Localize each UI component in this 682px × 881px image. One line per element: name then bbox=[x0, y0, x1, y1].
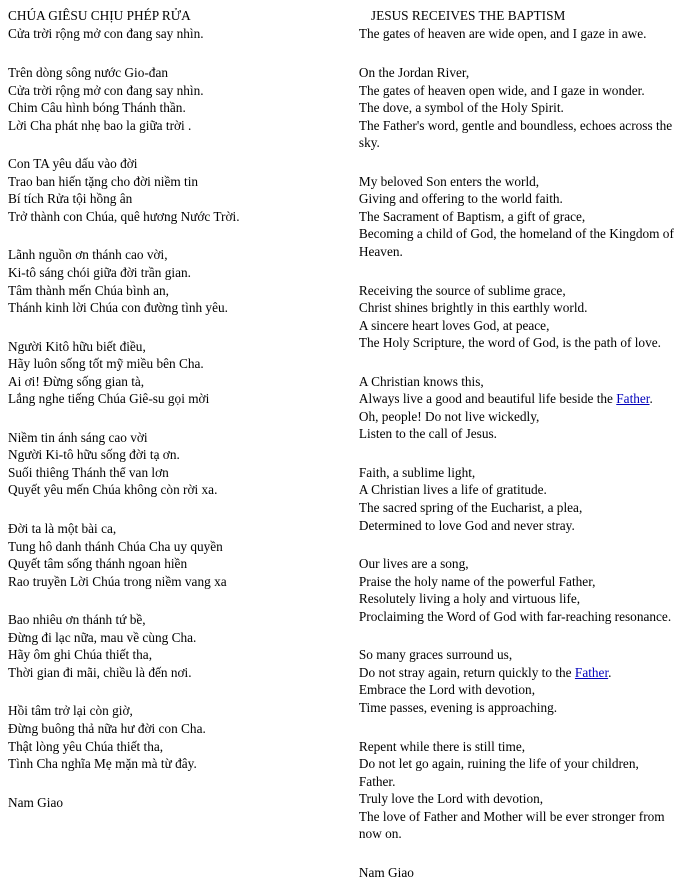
english-signature: Nam Giao bbox=[358, 864, 414, 880]
stanza bbox=[8, 25, 349, 43]
verse-line: Receiving the source of sublime grace, bbox=[358, 282, 566, 298]
verse-line: Cửa trời rộng mở con đang say nhìn. bbox=[8, 25, 204, 41]
english-title: JESUS RECEIVES THE BAPTISM bbox=[370, 8, 566, 23]
verse-line: Trở thành con Chúa, quê hương Nước Trời. bbox=[8, 208, 240, 224]
english-body bbox=[359, 25, 676, 843]
verse-line: Tình Cha nghĩa Mẹ mặn mà từ đây. bbox=[8, 756, 197, 772]
stanza bbox=[8, 338, 349, 408]
verse-line: The sacred spring of the Eucharist, a plea, bbox=[358, 500, 583, 516]
verse-line: Hãy ôm ghi Chúa thiết tha, bbox=[8, 647, 153, 663]
verse-line: Lãnh nguồn ơn thánh cao vời, bbox=[8, 247, 168, 263]
verse-line: Always live a good and beautiful life beside the Father. bbox=[358, 391, 653, 407]
verse-line: A Christian knows this, bbox=[358, 373, 484, 389]
verse-line: The Sacrament of Baptism, a gift of grace, bbox=[358, 208, 586, 224]
english-column bbox=[355, 7, 676, 881]
stanza bbox=[8, 520, 349, 590]
verse-line: Faith, a sublime light, bbox=[358, 464, 476, 480]
verse-line: Proclaiming the Word of God with far-reaching resonance. bbox=[358, 608, 672, 624]
verse-line: Oh, people! Do not live wickedly, bbox=[358, 408, 540, 424]
verse-line: The dove, a symbol of the Holy Spirit. bbox=[358, 100, 564, 116]
verse-line: Praise the holy name of the powerful Father, bbox=[358, 573, 596, 589]
verse-line: Embrace the Lord with devotion, bbox=[358, 682, 536, 698]
verse-line: Rao truyền Lời Chúa trong niềm vang xa bbox=[8, 573, 227, 589]
verse-line: Đời ta là một bài ca, bbox=[8, 521, 117, 537]
verse-line: Tung hô danh thánh Chúa Cha uy quyền bbox=[8, 538, 223, 554]
verse-line: Hãy luôn sống tốt mỹ miều bên Cha. bbox=[8, 356, 204, 372]
verse-line: Niềm tin ánh sáng cao vời bbox=[8, 429, 148, 445]
verse-line: Do not stray again, return quickly to the Father. bbox=[358, 664, 612, 680]
verse-line: Đừng buông thả nữa hư đời con Cha. bbox=[8, 720, 206, 736]
stanza bbox=[359, 64, 676, 152]
stanza bbox=[359, 25, 676, 43]
stanza bbox=[359, 373, 676, 443]
verse-line: Trên dòng sông nước Gio-đan bbox=[8, 65, 169, 81]
verse-line: A Christian lives a life of gratitude. bbox=[358, 482, 547, 498]
verse-line: Resolutely living a holy and virtuous life, bbox=[358, 591, 581, 607]
vietnamese-title: CHÚA GIÊSU CHỊU PHÉP RỬA bbox=[8, 8, 191, 23]
stanza bbox=[359, 173, 676, 261]
verse-line: Bí tích Rửa tội hồng ân bbox=[8, 191, 133, 207]
stanza bbox=[8, 246, 349, 316]
verse-line: Người Kitô hữu biết điều, bbox=[8, 338, 146, 354]
two-column-layout bbox=[6, 7, 676, 881]
verse-line: Determined to love God and never stray. bbox=[358, 517, 575, 533]
verse-line: Do not let go again, ruining the life of your children, Father. bbox=[358, 756, 643, 789]
verse-line: Truly love the Lord with devotion, bbox=[358, 791, 544, 807]
verse-line: Hồi tâm trở lại còn giờ, bbox=[8, 703, 133, 719]
stanza bbox=[359, 555, 676, 625]
verse-line: Đừng đi lạc nữa, mau về cùng Cha. bbox=[8, 629, 197, 645]
stanza bbox=[359, 464, 676, 534]
stanza bbox=[359, 282, 676, 352]
verse-line: A sincere heart loves God, at peace, bbox=[358, 317, 550, 333]
verse-line: So many graces surround us, bbox=[358, 647, 513, 663]
verse-line: Our lives are a song, bbox=[358, 556, 469, 572]
verse-line: The gates of heaven are wide open, and I gaze in awe. bbox=[358, 25, 647, 41]
verse-line: The gates of heaven open wide, and I gaze in wonder. bbox=[358, 82, 645, 98]
verse-line: My beloved Son enters the world, bbox=[358, 173, 540, 189]
father-link[interactable]: Father bbox=[574, 664, 609, 680]
verse-line: Christ shines brightly in this earthly world. bbox=[358, 300, 588, 316]
verse-line: Con TA yêu dấu vào đời bbox=[8, 156, 138, 172]
verse-line: The Holy Scripture, the word of God, is the path of love. bbox=[358, 335, 661, 351]
verse-line: Trao ban hiến tặng cho đời niềm tin bbox=[8, 173, 199, 189]
stanza bbox=[359, 646, 676, 716]
verse-line: Ki-tô sáng chói giữa đời trần gian. bbox=[8, 265, 191, 281]
stanza bbox=[8, 429, 349, 499]
verse-line: The Father's word, gentle and boundless, echoes across the sky. bbox=[358, 117, 676, 151]
verse-line: Thật lòng yêu Chúa thiết tha, bbox=[8, 738, 164, 754]
father-link[interactable]: Father bbox=[616, 391, 650, 407]
stanza bbox=[8, 702, 349, 772]
stanza bbox=[359, 738, 676, 843]
stanza bbox=[8, 155, 349, 225]
verse-line: Người Ki-tô hữu sống đời tạ ơn. bbox=[8, 447, 180, 463]
verse-line: Cửa trời rộng mở con đang say nhìn. bbox=[8, 82, 204, 98]
verse-line: Tâm thành mến Chúa bình an, bbox=[8, 282, 170, 298]
verse-line: Lắng nghe tiếng Chúa Giê-su gọi mời bbox=[8, 391, 210, 407]
verse-line: Quyết yêu mến Chúa không còn rời xa. bbox=[8, 482, 218, 498]
vietnamese-column bbox=[6, 7, 355, 811]
stanza bbox=[8, 64, 349, 134]
verse-line: Thời gian đi mãi, chiều là đến nơi. bbox=[8, 664, 192, 680]
verse-line: Ai ơi! Đừng sống gian tà, bbox=[8, 373, 145, 389]
verse-line: Bao nhiêu ơn thánh tứ bề, bbox=[8, 612, 146, 628]
verse-line: Thánh kinh lời Chúa con đường tình yêu. bbox=[8, 300, 228, 316]
stanza bbox=[8, 611, 349, 681]
verse-line: Quyết tâm sống thánh ngoan hiền bbox=[8, 556, 188, 572]
verse-line: Listen to the call of Jesus. bbox=[358, 426, 498, 442]
vietnamese-signature: Nam Giao bbox=[8, 794, 64, 810]
verse-line: Lời Cha phát nhẹ bao la giữa trời . bbox=[8, 117, 192, 133]
verse-line: Becoming a child of God, the homeland of the Kingdom of Heaven. bbox=[358, 226, 678, 260]
verse-line: Chim Câu hình bóng Thánh thần. bbox=[8, 100, 186, 116]
verse-line: On the Jordan River, bbox=[358, 65, 470, 81]
verse-line: Suối thiêng Thánh thể van lơn bbox=[8, 464, 169, 480]
vietnamese-body bbox=[8, 25, 349, 773]
verse-line: Time passes, evening is approaching. bbox=[358, 699, 558, 715]
verse-line: Giving and offering to the world faith. bbox=[358, 191, 563, 207]
verse-line: Repent while there is still time, bbox=[358, 738, 526, 754]
verse-line: The love of Father and Mother will be ever stronger from now on. bbox=[358, 808, 668, 842]
